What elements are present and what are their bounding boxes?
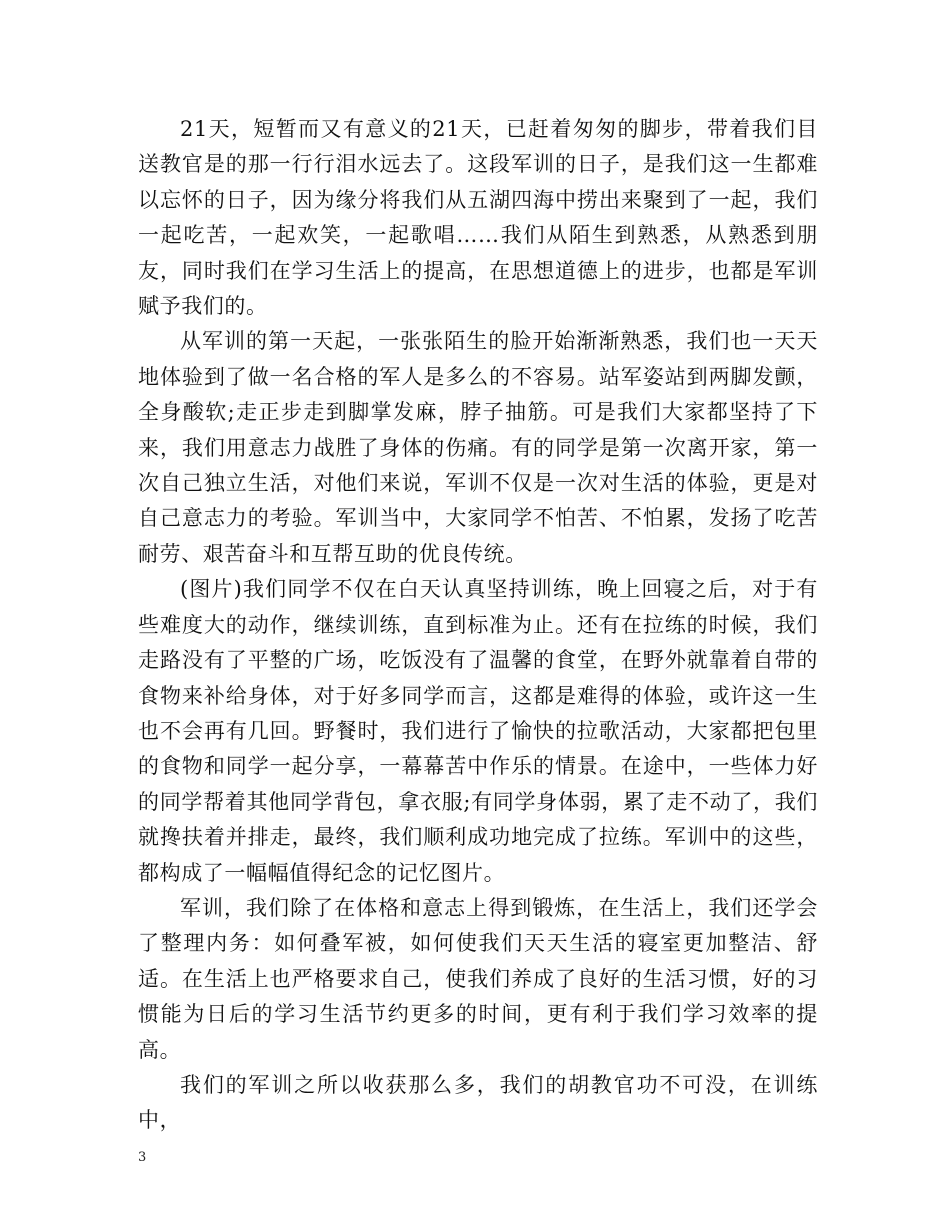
paragraph-1: 21天，短暂而又有意义的21天，已赶着匆匆的脚步，带着我们目送教官是的那一行行泪水远去了。这段军训的日子，是我们这一生都难以忘怀的日子，因为缘分将我们从五湖四海中捞出来聚到了一起，我们一起吃苦，一起欢笑，一起歌唱……我们从陌生到熟悉，从熟悉到朋友，同时我们在学习生活上的提高，在思想道德上的进步，也都是军训赋予我们的。 (138, 117, 818, 319)
paragraph-5: 我们的军训之所以收获那么多，我们的胡教官功不可没，在训练中， (138, 1072, 818, 1133)
document-body (138, 112, 818, 1139)
paragraph-4: 军训，我们除了在体格和意志上得到锻炼，在生活上，我们还学会了整理内务：如何叠军被，如何使我们天天生活的寝室更加整洁、舒适。在生活上也严格要求自己，使我们养成了良好的生活习惯，好的习惯能为日后的学习生活节约更多的时间，更有利于我们学习效率的提高。 (138, 895, 818, 1062)
page-number: 3 (138, 1150, 147, 1165)
paragraph-2: 从军训的第一天起，一张张陌生的脸开始渐渐熟悉，我们也一天天地体验到了做一名合格的军人是多么的不容易。站军姿站到两脚发颤，全身酸软;走正步走到脚掌发麻，脖子抽筋。可是我们大家都坚持了下来，我们用意志力战胜了身体的伤痛。有的同学是第一次离开家，第一次自己独立生活，对他们来说，军训不仅是一次对生活的体验，更是对自己意志力的考验。军训当中，大家同学不怕苦、不怕累，发扬了吃苦耐劳、艰苦奋斗和互帮互助的优良传统。 (138, 329, 818, 566)
paragraph-3: (图片)我们同学不仅在白天认真坚持训练，晚上回寝之后，对于有些难度大的动作，继续训练，直到标准为止。还有在拉练的时候，我们走路没有了平整的广场，吃饭没有了温馨的食堂，在野外就靠着自带的食物来补给身体，对于好多同学而言，这都是难得的体验，或许这一生也不会再有几回。野餐时，我们进行了愉快的拉歌活动，大家都把包里的食物和同学一起分享，一幕幕苦中作乐的情景。在途中，一些体力好的同学帮着其他同学背包，拿衣服;有同学身体弱，累了走不动了，我们就搀扶着并排走，最终，我们顺利成功地完成了拉练。军训中的这些，都构成了一幅幅值得纪念的记忆图片。 (138, 577, 818, 885)
